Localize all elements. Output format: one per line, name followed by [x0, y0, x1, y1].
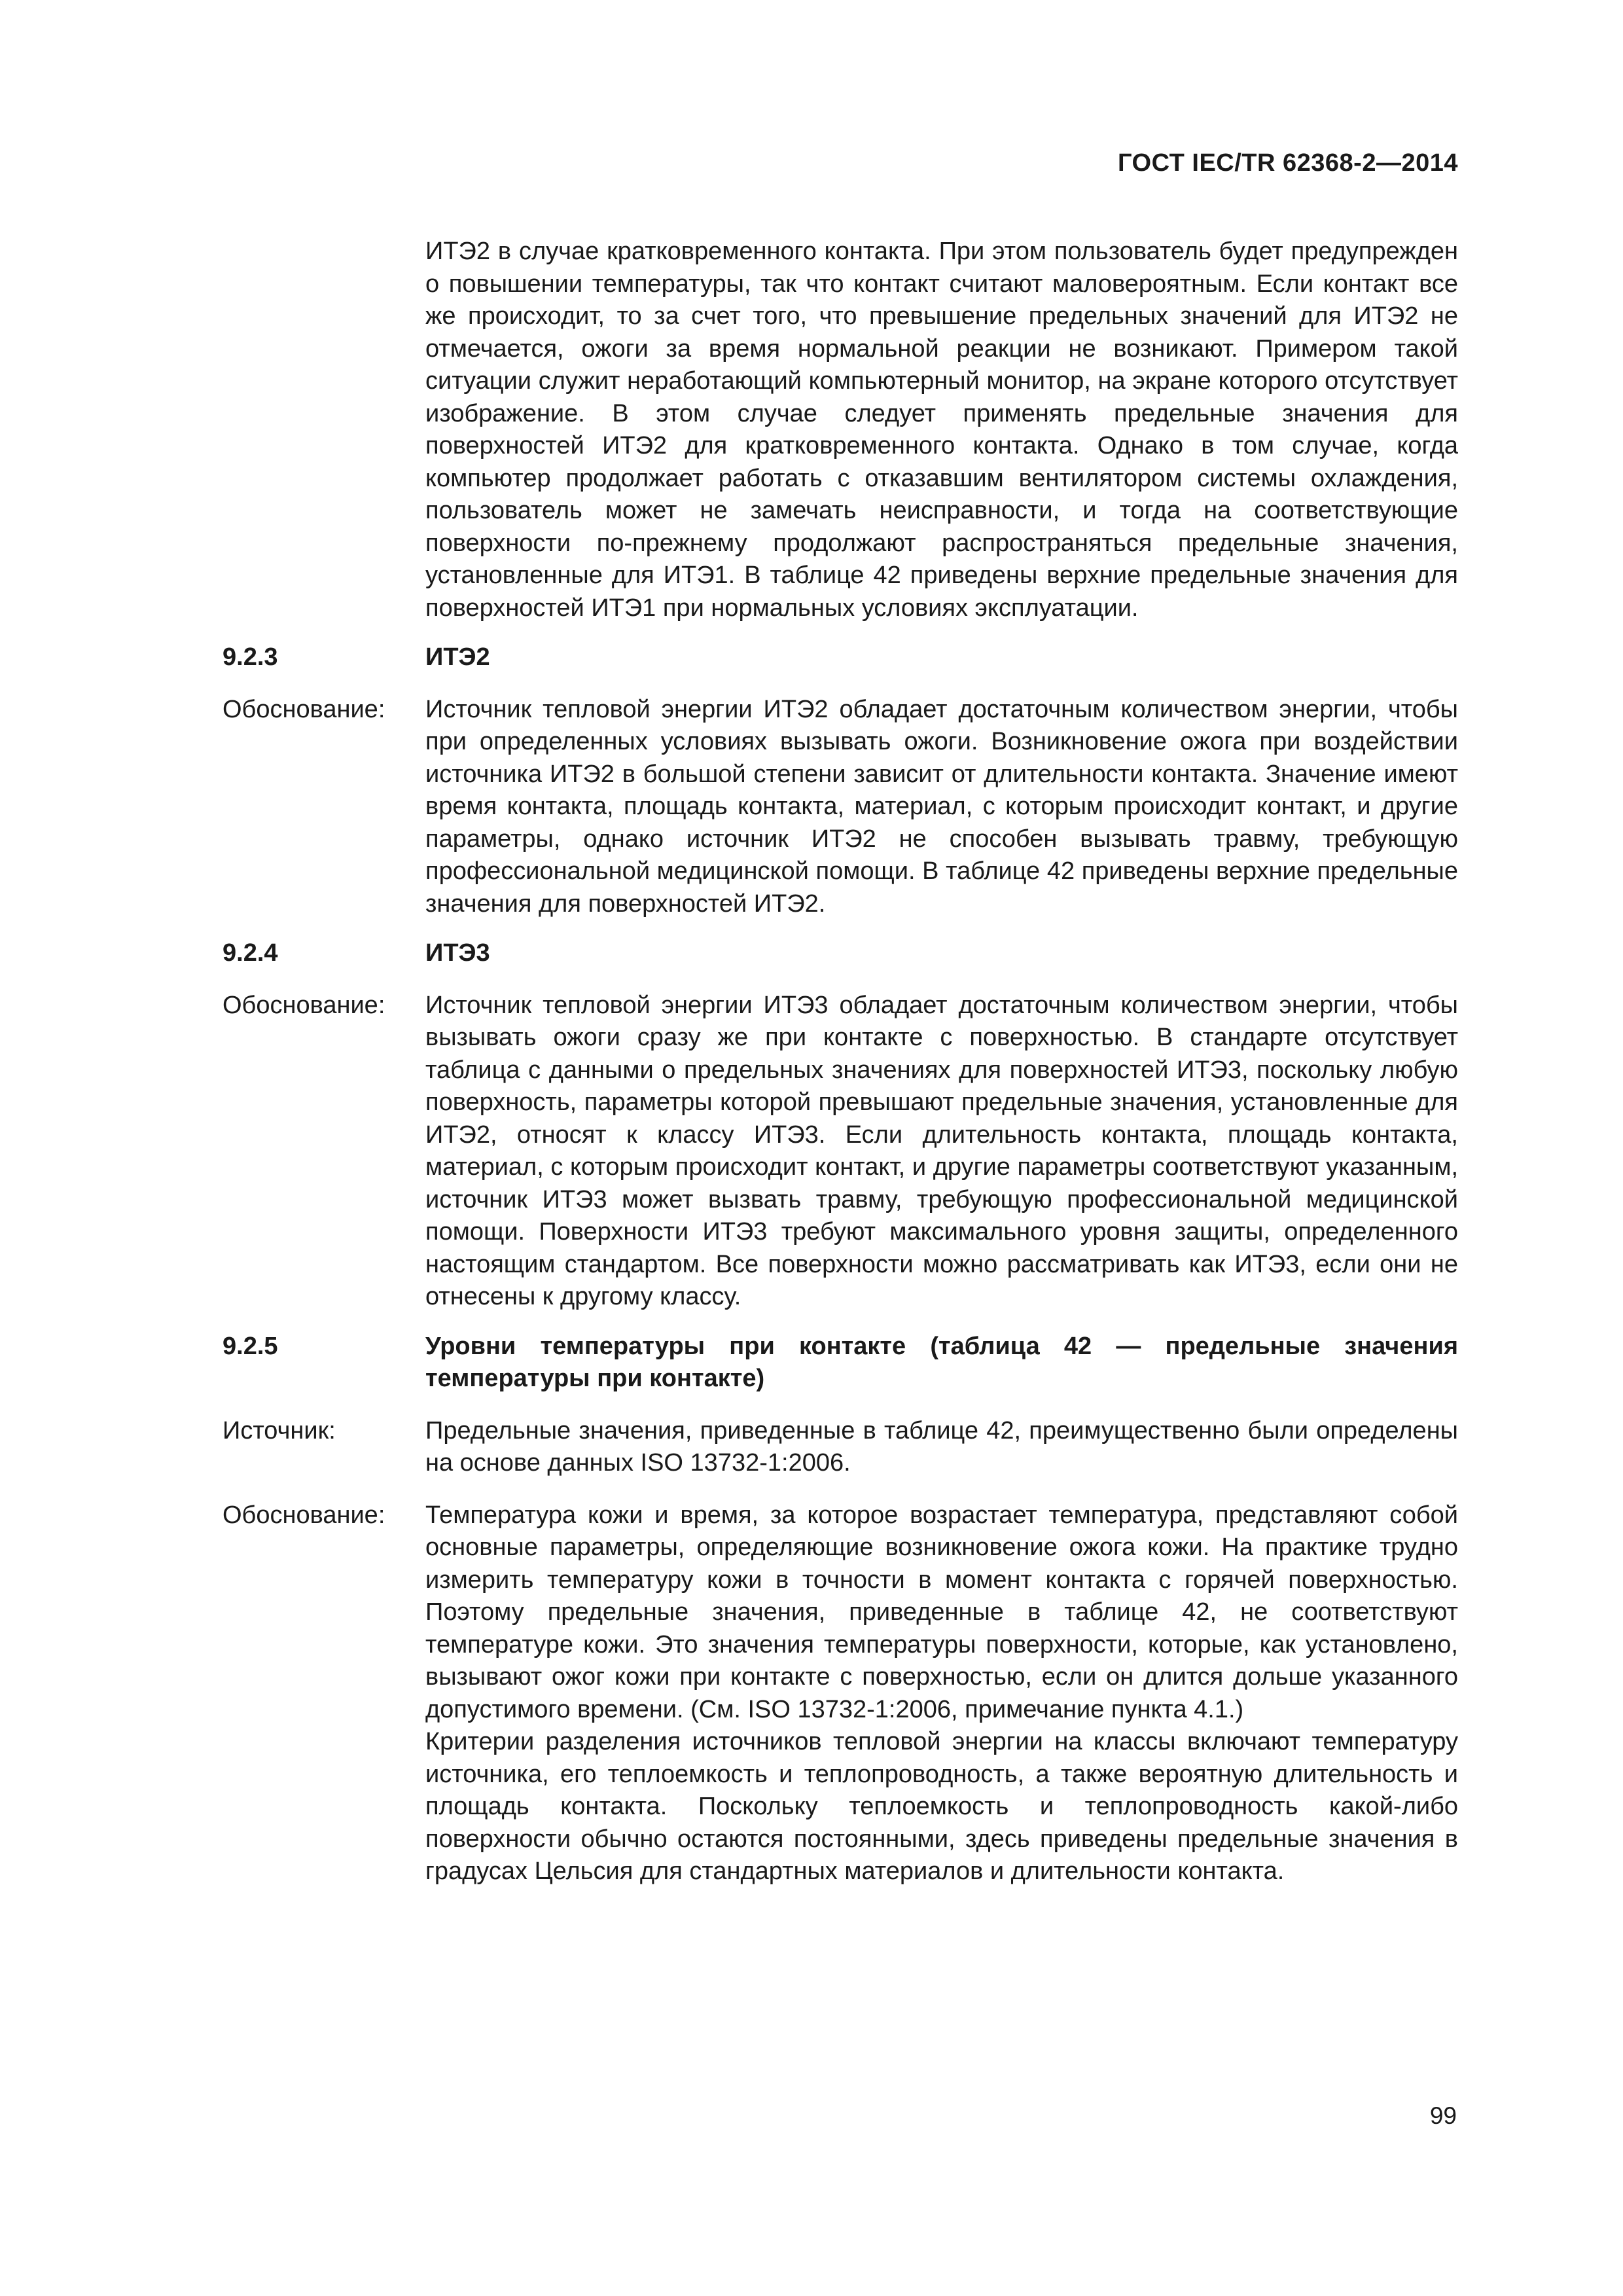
entry-label: Источник: [223, 1416, 336, 1444]
entry-label: Обоснование: [223, 1501, 385, 1529]
entry-paragraph: Критерии разделения источников тепловой энергии на классы включают температуру источника, его теплоемкость и теплопроводность, а также вероятную длительность и площадь контакта. Поскольку теплоемкость и теплопроводность какой-либо поверхности обычно остаются постоянными, здесь приведены предельные значения в градусах Цельсия для стандартных материалов и длительности контакта. [425, 1728, 1458, 1885]
entry-paragraph: Температура кожи и время, за которое возрастает температура, представляют собой основные параметры, определяющие возникновение ожога кожи. На практике трудно измерить температуру кожи в точности в момент контакта с горячей поверхностью. Поэтому предельные значения, приведенные в таблице 42, не соответствуют температуре кожи. Это значения температуры поверхности, которые, как установлено, вызывают ожог кожи при контакте с поверхностью, если он длится дольше указанного допустимого времени. (См. ISO 13732-1:2006, примечание пункта 4.1.) [425, 1501, 1458, 1723]
section-heading-9-2-3 [223, 641, 1458, 674]
section-heading-9-2-4 [223, 937, 1458, 970]
section-entry-rationale [223, 990, 1458, 1314]
section-entry-source [223, 1415, 1458, 1480]
section-title: Уровни температуры при контакте (таблица 42 — предельные значения температуры при контакте) [425, 1332, 1458, 1392]
document-header-standard-id: ГОСТ IEC/TR 62368-2—2014 [1118, 149, 1458, 177]
entry-label: Обоснование: [223, 695, 385, 723]
section-number: 9.2.5 [223, 1332, 278, 1360]
section-heading-9-2-5 [223, 1331, 1458, 1395]
section-entry-rationale [223, 694, 1458, 921]
section-title: ИТЭ2 [425, 643, 490, 671]
section-number: 9.2.3 [223, 643, 278, 671]
section-title: ИТЭ3 [425, 939, 490, 967]
section-entry-rationale [223, 1499, 1458, 1888]
page-content [223, 236, 1458, 1888]
page-number: 99 [1429, 2102, 1457, 2129]
entry-paragraph: Источник тепловой энергии ИТЭ3 обладает достаточным количеством энергии, чтобы вызывать ожоги сразу же при контакте с поверхностью. В стандарте отсутствует таблица с данными о предельных значениях для поверхностей ИТЭ3, поскольку любую поверхность, параметры которой превышают предельные значения, установленные для ИТЭ2, относят к классу ИТЭ3. Если длительность контакта, площадь контакта, материал, с которым происходит контакт, и другие параметры соответствуют указанным, источник ИТЭ3 может вызвать травму, требующую профессиональной медицинской помощи. Поверхности ИТЭ3 требуют максимального уровня защиты, определенного настоящим стандартом. Все поверхности можно рассматривать как ИТЭ3, если они не отнесены к другому классу. [425, 991, 1458, 1310]
entry-paragraph: Источник тепловой энергии ИТЭ2 обладает достаточным количеством энергии, чтобы при определенных условиях вызывать ожоги. Возникновение ожога при воздействии источника ИТЭ2 в большой степени зависит от длительности контакта. Значение имеют время контакта, площадь контакта, материал, с которым происходит контакт, и другие параметры, однако источник ИТЭ2 не способен вызывать травму, требующую профессиональной медицинской помощи. В таблице 42 приведены верхние предельные значения для поверхностей ИТЭ2. [425, 695, 1458, 918]
entry-paragraph: Предельные значения, приведенные в таблице 42, преимущественно были определены на основе данных ISO 13732-1:2006. [425, 1416, 1458, 1477]
intro-paragraph: ИТЭ2 в случае кратковременного контакта. При этом пользователь будет предупрежден о повышении температуры, так что контакт считают маловероятным. Если контакт все же происходит, то за счет того, что превышение предельных значений для ИТЭ2 не отмечается, ожоги за время нормальной реакции не возникают. Примером такой ситуации служит неработающий компьютерный монитор, на экране которого отсутствует изображение. В этом случае следует применять предельные значения для поверхностей ИТЭ2 для кратковременного контакта. Однако в том случае, когда компьютер продолжает работать с отказавшим вентилятором системы охлаждения, пользователь может не замечать неисправности, и тогда на соответствующие поверхности по-прежнему продолжают распространяться предельные значения, установленные для ИТЭ1. В таблице 42 приведены верхние предельные значения для поверхностей ИТЭ1 при нормальных условиях эксплуатации. [425, 238, 1458, 622]
entry-label: Обоснование: [223, 991, 385, 1019]
section-number: 9.2.4 [223, 939, 278, 967]
